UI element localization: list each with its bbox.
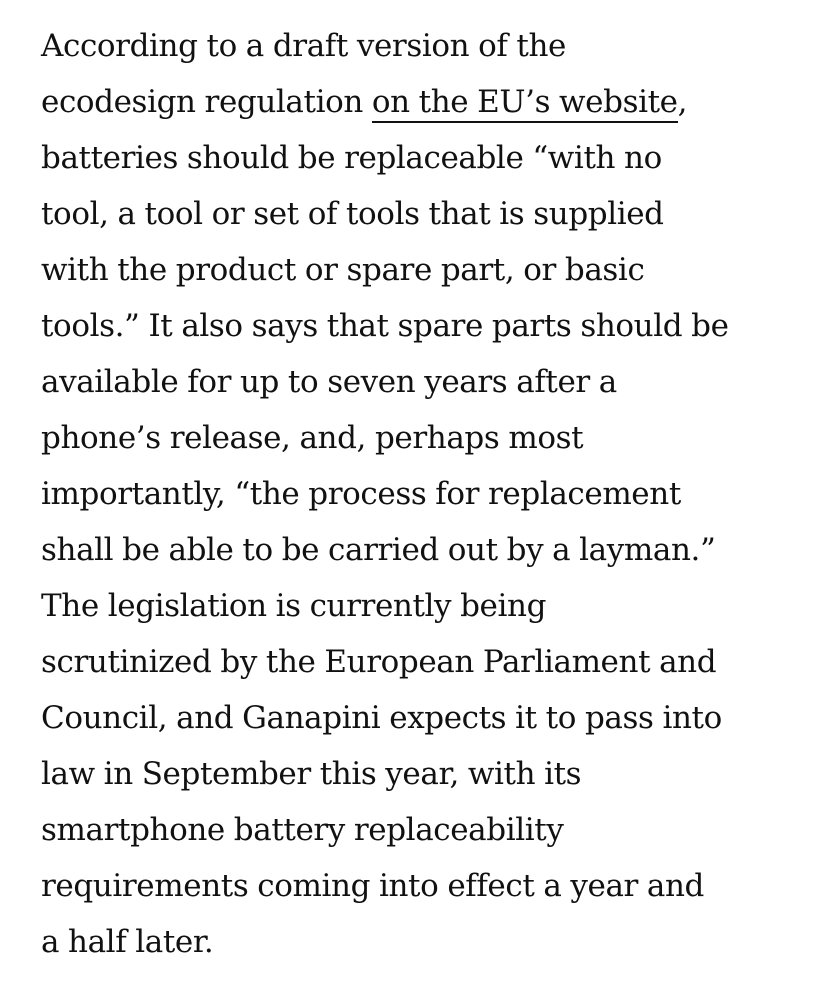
- text-line: Council, and Ganapini expects it to pass into: [41, 700, 722, 736]
- text-fragment: ,: [677, 84, 688, 120]
- text-fragment: ecodesign regulation: [41, 84, 372, 120]
- text-line: shall be able to be carried out by a layman.”: [41, 532, 716, 568]
- text-line: According to a draft version of the: [41, 28, 567, 64]
- text-line: scrutinized by the European Parliament and: [41, 644, 717, 680]
- text-line: requirements coming into effect a year and: [41, 868, 704, 904]
- text-line: tools.” It also says that spare parts should be: [41, 308, 729, 344]
- text-line: law in September this year, with its: [41, 756, 582, 792]
- text-line: batteries should be replaceable “with no: [41, 140, 662, 176]
- text-line: [41, 74, 798, 130]
- text-line: smartphone battery replaceability: [41, 812, 564, 848]
- text-line: tool, a tool or set of tools that is supplied: [41, 196, 664, 232]
- article-paragraph: [41, 18, 798, 970]
- text-line: The legislation is currently being: [41, 588, 547, 624]
- text-line: a half later.: [41, 924, 214, 960]
- text-line: phone’s release, and, perhaps most: [41, 420, 584, 456]
- text-line: importantly, “the process for replacement: [41, 476, 681, 512]
- text-line: available for up to seven years after a: [41, 364, 617, 400]
- text-line: with the product or spare part, or basic: [41, 252, 645, 288]
- eu-website-link[interactable]: on the EU’s website: [372, 84, 678, 123]
